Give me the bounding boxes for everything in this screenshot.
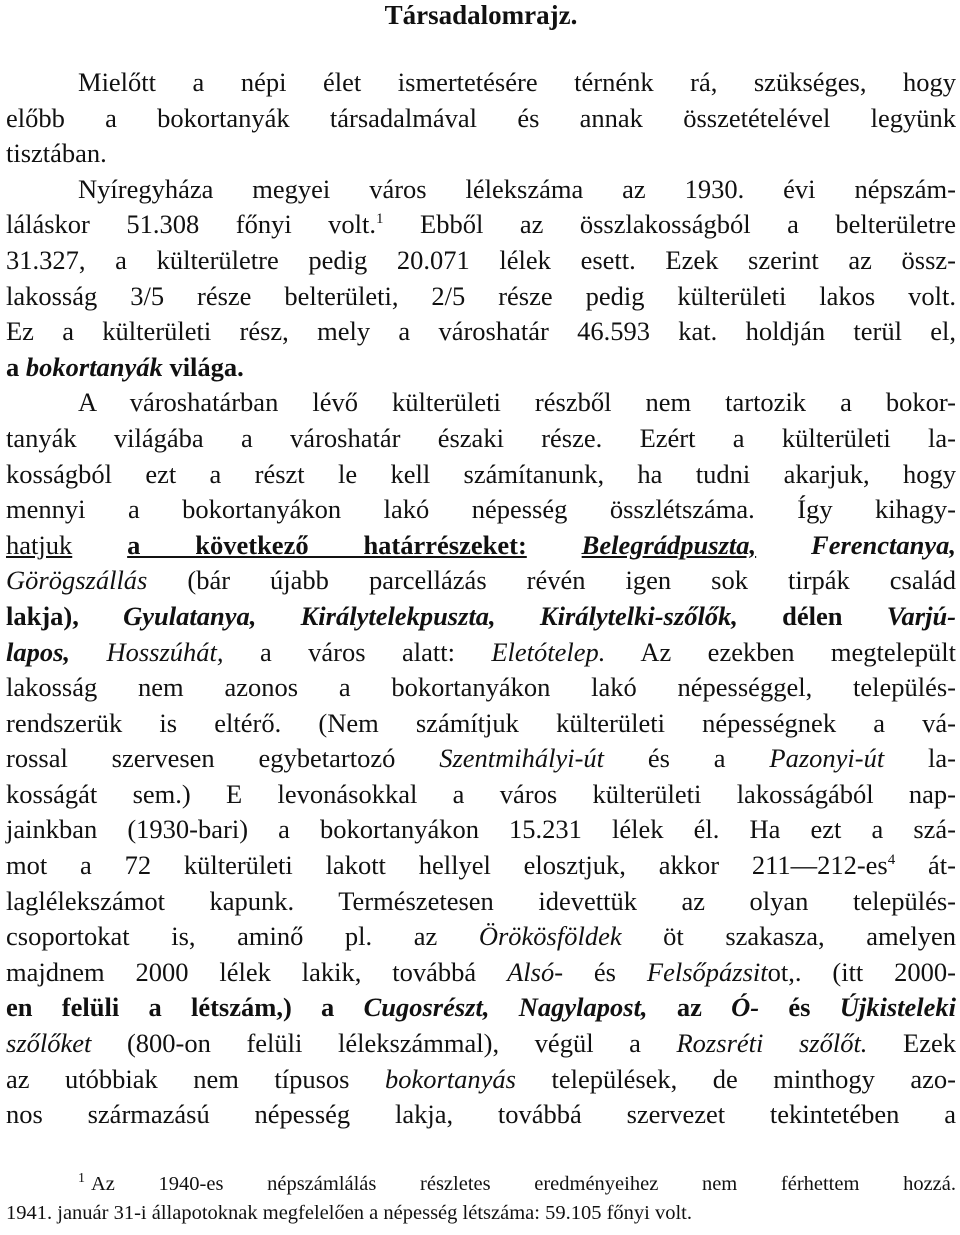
text-run: lakosság nem azonos a bokortanyákon lakó népességgel, település- — [6, 672, 956, 703]
body-text — [6, 65, 956, 1133]
text-run: az utóbbiak nem típusos — [6, 1063, 385, 1094]
text-line — [6, 777, 956, 813]
text-run-italic: Varjú- — [886, 600, 957, 631]
footnote — [6, 1170, 956, 1228]
text-run: Ezek — [867, 1028, 956, 1059]
footnote-mark: 1 — [78, 1171, 85, 1186]
text-run-italic: Örökösföldek — [478, 921, 622, 952]
text-run-bold-italic: lapos, — [6, 636, 71, 667]
text-line — [6, 136, 956, 172]
text-run: át- — [895, 850, 956, 881]
text-run: majdnem 2000 lélek lakik, továbbá — [6, 956, 508, 987]
text-run: lakja), — [6, 600, 124, 631]
text-line — [6, 492, 956, 528]
text-run-italic: Gyulatanya, Királytelekpuszta, Királytelki-szőlők, — [123, 600, 738, 631]
text-run: települések, de minthogy azo- — [515, 1063, 956, 1094]
text-run: előbb a bokortanyák társadalmával és annak összetételével legyünk — [6, 102, 956, 133]
text-run: mennyi a bokortanyákon lakó népesség összlétszáma. Így kihagy- — [6, 494, 956, 525]
text-run-italic: Újkisteleki — [839, 992, 957, 1023]
text-run-italic: Hosszúhát, — [106, 636, 224, 667]
text-run: lakosság 3/5 része belterületi, 2/5 része pedig külterületi lakos volt. — [6, 280, 956, 311]
text-run: Ez a külterületi rész, mely a városhatár 46.593 kat. holdján terül el, — [6, 316, 956, 347]
text-run: ot,. (itt 2000- — [767, 956, 957, 987]
text-run-italic: Eletótelep. — [491, 636, 606, 667]
footnote-line — [6, 1199, 956, 1228]
text-run: A városhatárban lévő külterületi részből nem tartozik a bokor- — [78, 387, 956, 418]
text-line — [6, 207, 956, 243]
text-run: kosságát sem.) E levonásokkal a város külterületi lakosságából nap- — [6, 778, 956, 809]
text-run: a város alatt: — [223, 636, 492, 667]
text-run: (bár újabb parcellázás révén igen sok tirpák család — [147, 565, 956, 596]
text-run: mot a 72 külterületi lakott hellyel elosztjuk, akkor 211—212-es — [6, 850, 888, 881]
text-run: láláskor 51.308 főnyi volt. — [6, 209, 377, 240]
text-run: délen — [737, 600, 887, 631]
text-run-italic: Pazonyi-út — [769, 743, 885, 774]
text-run: (800-on felüli lélekszámmal), végül a — [91, 1028, 677, 1059]
text-run-italic: szőlőket — [6, 1028, 92, 1059]
text-run: Ebből az összlakosságból a belterületre — [383, 209, 956, 240]
text-run: la- — [884, 743, 957, 774]
text-line — [6, 314, 956, 350]
text-run: a — [6, 351, 26, 382]
text-line — [6, 1097, 956, 1133]
text-line — [6, 812, 956, 848]
text-line — [6, 884, 956, 920]
text-line — [6, 706, 956, 742]
text-line — [6, 528, 956, 564]
text-run: az — [647, 992, 732, 1023]
document-page — [6, 0, 957, 1224]
text-run: hatjuk — [6, 529, 73, 560]
text-run: rendszerük is eltérő. (Nem számítjuk külterületi népességnek a vá- — [6, 707, 956, 738]
text-run: csoportokat is, aminő pl. az — [6, 921, 479, 952]
text-run: 31.327, a külterületre pedig 20.071 lélek esett. Ezek szerint az össz- — [6, 244, 956, 275]
text-run-italic: Felsőpázsit — [646, 956, 768, 987]
page-title: Társadalomrajz. — [384, 0, 578, 30]
text-line — [6, 990, 956, 1026]
text-line — [6, 65, 956, 101]
text-line — [6, 457, 956, 493]
footnote-line — [6, 1170, 956, 1199]
text-run: és — [759, 992, 840, 1023]
text-run: tanyák világába a városhatár északi része. Ezért a külterületi la- — [6, 422, 956, 453]
text-run-italic: Rozsréti szőlőt. — [676, 1028, 868, 1059]
text-line — [6, 563, 956, 599]
text-line — [6, 919, 956, 955]
text-run: Az ezekben megtelepült — [605, 636, 956, 667]
text-run-italic: Szentmihályi-út — [439, 743, 605, 774]
text-line — [6, 848, 956, 884]
text-line — [6, 1062, 956, 1098]
text-run: és a — [604, 743, 770, 774]
footnote-ref: 4 — [887, 852, 896, 869]
text-run: rossal szervesen egybetartozó — [6, 743, 440, 774]
text-line — [6, 350, 956, 386]
footnote-text: 1941. január 31-i állapotoknak megfelelően a népesség létszáma: 59.105 főnyi volt. — [6, 1202, 692, 1224]
text-run: laglélekszámot kapunk. Természetesen idevettük az olyan település- — [6, 885, 956, 916]
text-run: világa. — [162, 351, 244, 382]
text-line — [6, 421, 956, 457]
text-line — [6, 955, 956, 991]
text-run-italic: bokortanyás — [384, 1063, 516, 1094]
text-line — [6, 279, 956, 315]
text-line — [6, 1026, 956, 1062]
text-line — [6, 101, 956, 137]
text-line — [6, 599, 956, 635]
text-run-italic: Ó- — [731, 992, 760, 1023]
text-run: Mielőtt a népi élet ismertetésére térnénk rá, szükséges, hogy — [78, 67, 956, 97]
text-run: kosságból ezt a részt le kell számítanunk, ha tudni akarjuk, hogy — [6, 458, 956, 489]
text-run-bold-italic: Belegrádpuszta, — [581, 529, 757, 560]
text-run: Nyíregyháza megyei város lélekszáma az 1930. évi népszám- — [78, 173, 956, 204]
text-line — [6, 385, 956, 421]
text-run-italic: bokortanyák — [25, 351, 163, 382]
text-run: jainkban (1930-bari) a bokortanyákon 15.231 lélek él. Ha ezt a szá- — [6, 814, 956, 845]
text-run: nos származású népesség lakja, továbbá szervezet tekintetében a — [6, 1099, 956, 1130]
text-line — [6, 670, 956, 706]
text-run-italic: Görögszállás — [6, 565, 148, 596]
text-line — [6, 635, 956, 671]
text-run-italic: Alsó- — [507, 956, 564, 987]
text-line — [6, 172, 956, 208]
text-line — [6, 243, 956, 279]
text-run-italic: Cugosrészt, Nagylapost, — [363, 992, 648, 1023]
text-run: tisztában. — [6, 138, 107, 169]
text-line — [6, 741, 956, 777]
text-run-bold: a következő határrészeket: — [127, 529, 527, 560]
text-run: en felüli a létszám,) a — [6, 992, 364, 1023]
footnote-text: Az 1940-es népszámlálás részletes eredményeihez nem férhettem hozzá. — [91, 1173, 956, 1195]
text-run: és — [563, 956, 647, 987]
footnote-ref: 1 — [376, 211, 384, 228]
text-run: öt szakasza, amelyen — [621, 921, 957, 952]
text-run-bold-italic: Ferenctanya, — [811, 529, 957, 560]
